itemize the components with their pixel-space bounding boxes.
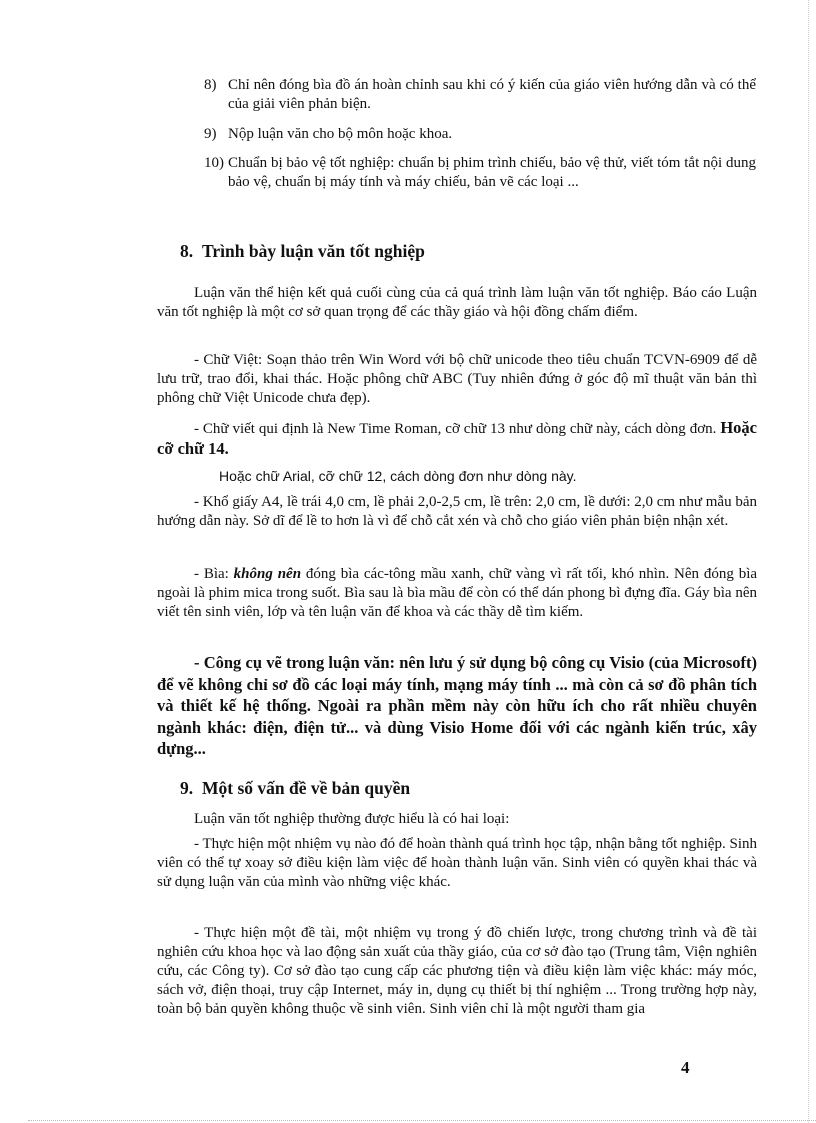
list-text: Nộp luận văn cho bộ môn hoặc khoa. <box>228 126 453 142</box>
list-text: Chuẩn bị bảo vệ tốt nghiệp: chuẩn bị phim trình chiếu, bảo vệ thử, viết tóm tắt nội dung bảo vệ, chuẩn bị máy tính và máy chiếu, bản vẽ các loại ... <box>228 155 756 190</box>
list-text: Chỉ nên đóng bìa đồ án hoàn chỉnh sau khi có ý kiến của giáo viên hướng dẫn và có thể của giải viên phản biện. <box>228 77 756 112</box>
paragraph: - Thực hiện một nhiệm vụ nào đó để hoàn thành quá trình học tập, nhận bằng tốt nghiệp. Sinh viên có thể tự xoay sở điều kiện làm việc để hoàn thành luận văn. Sinh viên có quyền khai thác và sử dụng luận văn của mình vào những việc khác. <box>157 836 757 890</box>
visio-paragraph: - Công cụ vẽ trong luận văn: nên lưu ý sử dụng bộ công cụ Visio (của Microsoft) để vẽ không chỉ sơ đồ các loại máy tính, mạng máy tính ... mà còn cả sơ đồ phân tích và thiết kế hệ thống. Ngoài ra phần mềm này còn hữu ích cho rất nhiều chuyên ngành khác: điện, điện tử... và dùng Visio Home đối với các ngành kiến trúc, xây dựng... <box>157 653 757 758</box>
page-border-right <box>808 0 809 1123</box>
list-number: 9) <box>204 126 217 142</box>
list-item-9 <box>204 125 756 144</box>
section-8-heading <box>180 241 425 262</box>
section-9-heading <box>180 778 410 799</box>
paragraph-text: - Chữ viết qui định là New Time Roman, cỡ chữ 13 như dòng chữ này, cách dòng đơn. <box>194 421 717 437</box>
page-border-bottom <box>28 1120 816 1121</box>
paragraph-text: - Bìa: <box>194 566 229 582</box>
section-number: 8. <box>180 241 194 261</box>
emphasis-text: Hoặc cỡ chữ 14. <box>157 418 757 458</box>
paragraph <box>157 565 757 622</box>
list-number: 8) <box>204 77 217 93</box>
paragraph: Luận văn tốt nghiệp thường được hiểu là có hai loại: <box>194 811 510 827</box>
list-item-10 <box>204 154 756 192</box>
paragraph: - Khổ giấy A4, lề trái 4,0 cm, lề phải 2,0-2,5 cm, lề trên: 2,0 cm, lề dưới: 2,0 cm như mẫu bản hướng dẫn này. Sở dĩ để lề to hơn là vì để chỗ cắt xén và chỗ cho giáo viên phản biện nhận xét. <box>157 494 757 529</box>
list-item-8 <box>204 76 756 114</box>
section-title: Trình bày luận văn tốt nghiệp <box>202 241 425 261</box>
paragraph: - Chữ Việt: Soạn thảo trên Win Word với bộ chữ unicode theo tiêu chuẩn TCVN-6909 để dễ lưu trữ, trao đổi, khai thác. Hoặc phông chữ ABC (Tuy nhiên đứng ở góc độ mĩ thuật văn bản thì phông chữ Việt Unicode chưa đẹp). <box>157 352 757 406</box>
page-number: 4 <box>681 1058 690 1077</box>
paragraph: - Thực hiện một đề tài, một nhiệm vụ trong ý đồ chiến lược, trong chương trình và đề tài nghiên cứu khoa học và lao động sản xuất của thầy giáo, của cơ sở đào tạo (Trung tâm, Viện nghiên cứu, các Công ty). Cơ sở đào tạo cung cấp các phương tiện và điều kiện làm việc khác: máy móc, sách vở, điện thoại, truy cập Internet, máy in, dụng cụ thiết bị thí nghiệm ... Trong trường hợp này, toàn bộ bản quyền không thuộc về sinh viên. Sinh viên chỉ là một người tham gia <box>157 925 757 1017</box>
paragraph <box>157 418 757 460</box>
emphasis-text: không nên <box>233 566 302 582</box>
list-number: 10) <box>204 155 224 171</box>
section-number: 9. <box>180 778 194 798</box>
arial-sample-line: Hoặc chữ Arial, cỡ chữ 12, cách dòng đơn như dòng này. <box>219 468 577 484</box>
paragraph: Luận văn thể hiện kết quả cuối cùng của cả quá trình làm luận văn tốt nghiệp. Báo cáo Luận văn tốt nghiệp là một cơ sở quan trọng để các thầy giáo và hội đồng chấm điểm. <box>157 285 757 320</box>
section-title: Một số vấn đề về bản quyền <box>202 778 411 798</box>
paragraph-text: đóng bìa các-tông mầu xanh, chữ vàng vì rất tối, khó nhìn. Nên đóng bìa ngoài là phim mica trong suốt. Bìa sau là bìa mầu để còn có thể dán phong bì đựng đĩa. Gáy bìa nên viết tên sinh viên, lớp và tên luận văn để khoa và các thầy dễ tìm kiếm. <box>157 566 758 620</box>
